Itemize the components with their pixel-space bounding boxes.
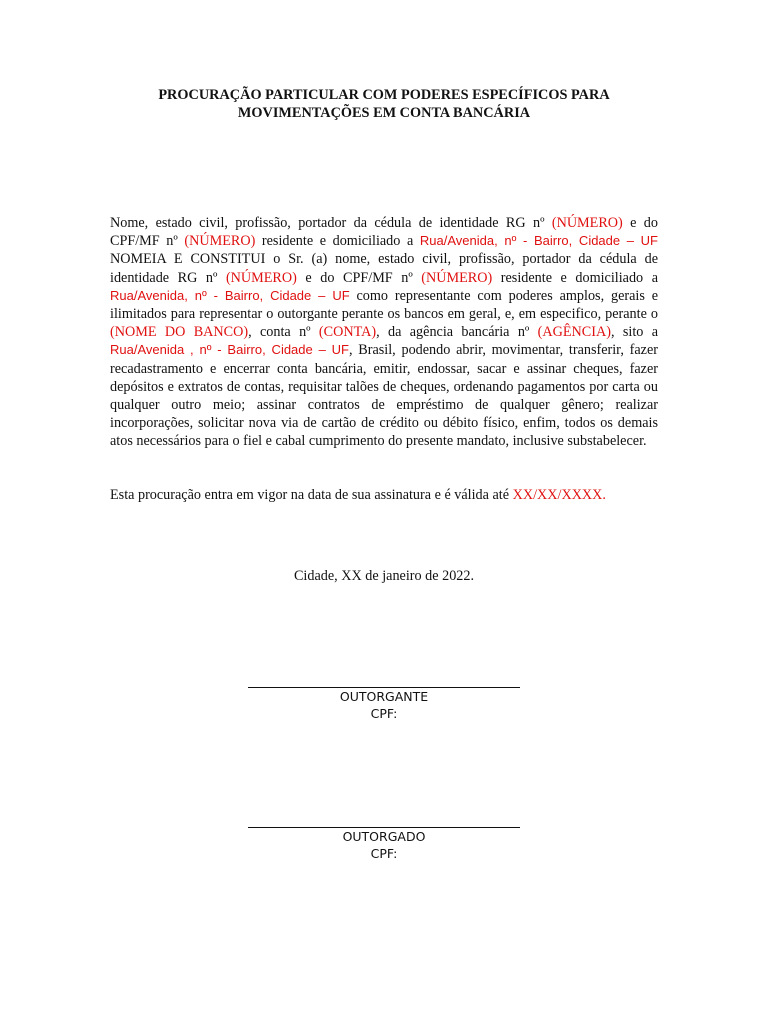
place-and-date: Cidade, XX de janeiro de 2022. bbox=[293, 568, 475, 584]
signature-cpf: CPF: bbox=[370, 846, 398, 861]
body-text: como representante com poderes amplos, gerais e ilimitados para representar o outorgante perante os bancos em geral, e, em especifico, perante o bbox=[110, 287, 658, 323]
body-text: e do CPF/MF nº bbox=[296, 269, 422, 286]
power-of-attorney-paragraph bbox=[110, 214, 658, 451]
body-text: , Brasil, podendo abrir, movimentar, transferir, fazer recadastramento e encerrar conta bancária, emitir, endossar, sacar e assinar cheques, fazer depósitos e extratos de contas, requisitar talões de cheques, ordenando pagamentos por carta ou qualquer outro meio; assinar contratos de empréstimo de qualquer gênero; realizar incorporações, solicitar nova via de cartão de crédito ou débito físico, enfim, todos os demais atos necessários para o fiel e cabal cumprimento do presente mandato, inclusive substabelecer. bbox=[110, 342, 658, 450]
validity-text: Esta procuração entra em vigor na data de sua assinatura e é válida até bbox=[110, 487, 513, 503]
body-text: e do CPF/MF nº bbox=[110, 215, 658, 250]
body-text: Nome, estado civil, profissão, portador da cédula de identidade RG nº bbox=[110, 215, 552, 231]
signature-block-outorgante bbox=[248, 688, 520, 722]
placeholder-agency: (AGÊNCIA) bbox=[537, 324, 611, 341]
body-text: , da agência bancária nº bbox=[376, 324, 538, 341]
signature-block-outorgado bbox=[248, 828, 520, 862]
placeholder-rg-number: (NÚMERO) bbox=[551, 215, 623, 231]
signature-cpf: CPF: bbox=[370, 706, 398, 721]
placeholder-address: Rua/Avenida , nº - Bairro, Cidade – UF bbox=[110, 342, 349, 358]
document-title bbox=[100, 86, 668, 122]
signature-role: OUTORGANTE bbox=[339, 689, 429, 704]
placeholder-rg-number: (NÚMERO) bbox=[225, 269, 297, 286]
signature-role: OUTORGADO bbox=[342, 829, 426, 844]
body-text: residente e domiciliado a bbox=[492, 269, 659, 286]
body-text: , conta nº bbox=[248, 324, 319, 341]
title-line-1: PROCURAÇÃO PARTICULAR COM PODERES ESPECÍFICOS PARA bbox=[158, 87, 610, 103]
placeholder-cpf-number: (NÚMERO) bbox=[184, 233, 256, 250]
validity-statement bbox=[110, 486, 670, 504]
placeholder-cpf-number: (NÚMERO) bbox=[421, 269, 493, 286]
body-text: , sito a bbox=[610, 324, 659, 341]
placeholder-address: Rua/Avenida, nº - Bairro, Cidade – UF bbox=[110, 287, 350, 303]
body-text: NOMEIA E CONSTITUI o Sr. (a) nome, estado civil, profissão, portador da cédula de identidade RG nº bbox=[110, 251, 658, 286]
placeholder-account: (CONTA) bbox=[318, 324, 377, 341]
placeholder-expiry-date: XX/XX/XXXX. bbox=[512, 487, 606, 503]
title-line-2: MOVIMENTAÇÕES EM CONTA BANCÁRIA bbox=[237, 105, 531, 121]
placeholder-bank-name: (NOME DO BANCO) bbox=[110, 324, 249, 341]
body-text: residente e domiciliado a bbox=[255, 233, 420, 250]
placeholder-address: Rua/Avenida, nº - Bairro, Cidade – UF bbox=[419, 233, 659, 249]
